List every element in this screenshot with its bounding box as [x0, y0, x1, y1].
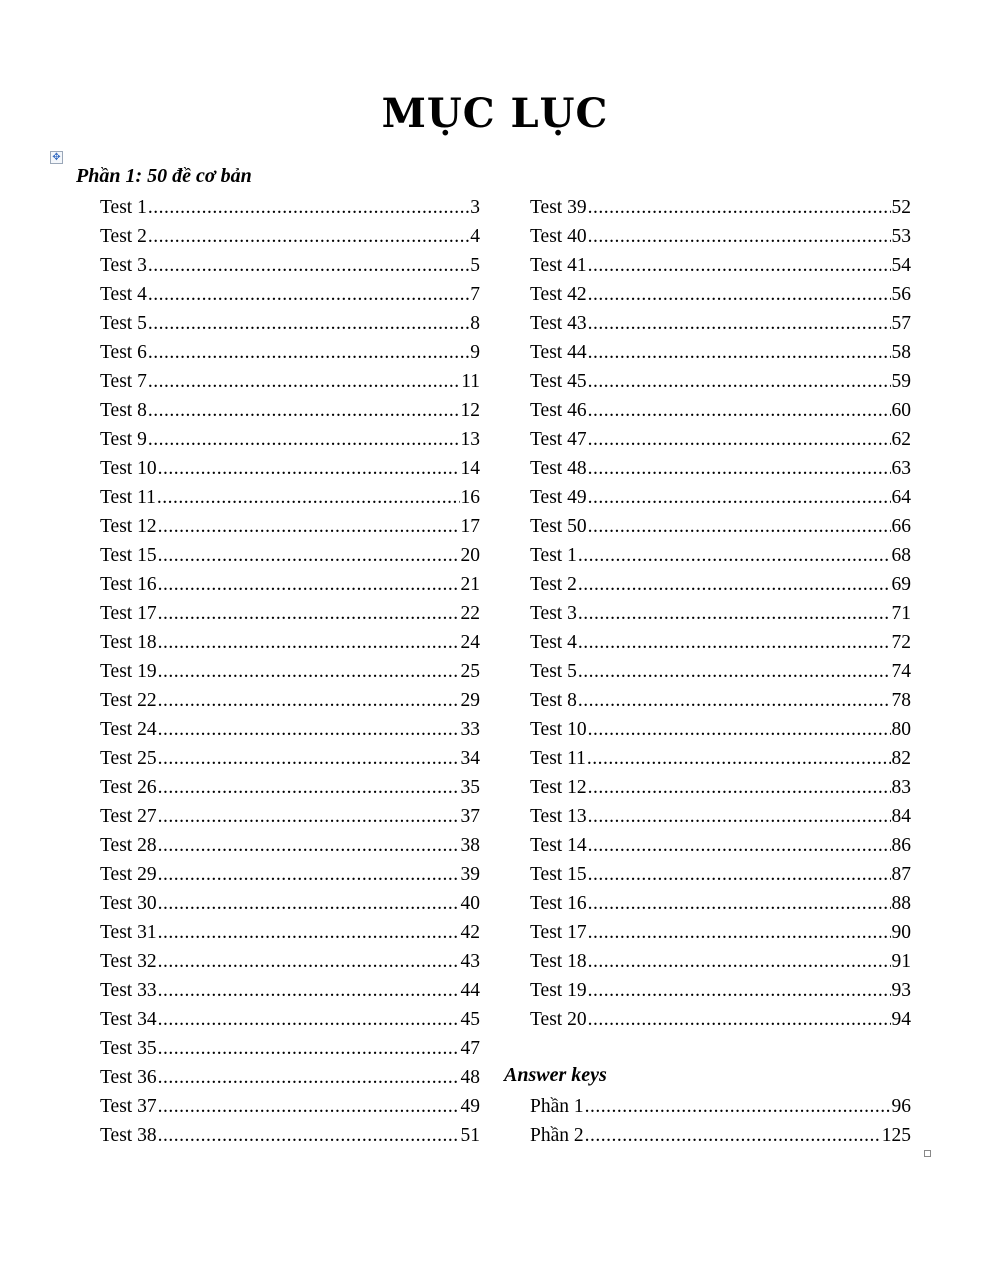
toc-entry-page: 53 — [891, 226, 911, 247]
toc-dot-leader — [158, 512, 460, 541]
part1-heading: Phần 1: 50 đề cơ bản — [76, 165, 252, 187]
toc-entry-page: 96 — [891, 1096, 911, 1117]
toc-entry-page: 69 — [891, 574, 911, 595]
toc-entry-label: Test 19 — [100, 661, 157, 682]
toc-entry-label: Test 45 — [530, 371, 587, 392]
toc-entry-page: 47 — [460, 1038, 480, 1059]
toc-dot-leader — [158, 570, 460, 599]
toc-entry[interactable] — [530, 918, 911, 947]
toc-dot-leader — [588, 454, 891, 483]
toc-entry-label: Test 16 — [100, 574, 157, 595]
toc-entry-page: 21 — [460, 574, 480, 595]
toc-entry[interactable] — [100, 860, 480, 889]
toc-entry[interactable] — [530, 1092, 911, 1121]
toc-entry[interactable] — [530, 338, 911, 367]
toc-entry[interactable] — [100, 657, 480, 686]
toc-entry[interactable] — [100, 396, 480, 425]
toc-dot-leader — [158, 1063, 460, 1092]
toc-dot-leader — [588, 715, 891, 744]
toc-entry-page: 68 — [891, 545, 911, 566]
toc-entry[interactable] — [530, 222, 911, 251]
toc-entry-page: 33 — [460, 719, 480, 740]
toc-dot-leader — [578, 686, 891, 715]
toc-dot-leader — [148, 425, 460, 454]
toc-dot-leader — [588, 889, 891, 918]
toc-entry-page: 88 — [891, 893, 911, 914]
toc-entry-label: Test 27 — [100, 806, 157, 827]
toc-dot-leader — [588, 773, 891, 802]
toc-entry-page: 54 — [891, 255, 911, 276]
toc-entry-label: Phần 2 — [530, 1125, 584, 1146]
toc-entry-page: 64 — [891, 487, 911, 508]
toc-entry-label: Test 31 — [100, 922, 157, 943]
toc-entry[interactable] — [100, 251, 480, 280]
toc-entry[interactable] — [100, 976, 480, 1005]
toc-entry-page: 29 — [460, 690, 480, 711]
toc-entry-label: Test 10 — [100, 458, 157, 479]
toc-entry-label: Test 11 — [530, 748, 586, 769]
toc-dot-leader — [148, 367, 460, 396]
toc-entry-page: 24 — [460, 632, 480, 653]
toc-entry[interactable] — [530, 541, 911, 570]
toc-dot-leader — [158, 1092, 460, 1121]
toc-entry-page: 38 — [460, 835, 480, 856]
toc-entry[interactable] — [100, 425, 480, 454]
toc-entry[interactable] — [100, 686, 480, 715]
toc-dot-leader — [585, 1121, 881, 1150]
toc-dot-leader — [158, 889, 460, 918]
toc-entry[interactable] — [530, 715, 911, 744]
toc-entry-label: Test 15 — [530, 864, 587, 885]
toc-entry[interactable] — [100, 773, 480, 802]
toc-dot-leader — [588, 193, 891, 222]
toc-entry[interactable] — [530, 1005, 911, 1034]
toc-entry[interactable] — [100, 193, 480, 222]
toc-entry-label: Test 1 — [100, 197, 147, 218]
toc-dot-leader — [148, 338, 469, 367]
toc-entry-page: 93 — [891, 980, 911, 1001]
toc-entry-label: Test 32 — [100, 951, 157, 972]
toc-entry[interactable] — [530, 773, 911, 802]
toc-dot-leader — [148, 396, 460, 425]
toc-entry-label: Test 2 — [530, 574, 577, 595]
toc-entry-label: Test 17 — [530, 922, 587, 943]
toc-entry-label: Test 38 — [100, 1125, 157, 1146]
toc-entry-label: Test 2 — [100, 226, 147, 247]
toc-entry[interactable] — [100, 599, 480, 628]
table-end-marker — [924, 1150, 931, 1157]
toc-dot-leader — [588, 338, 891, 367]
toc-dot-leader — [588, 976, 891, 1005]
toc-entry-page: 14 — [460, 458, 480, 479]
toc-entry[interactable] — [100, 1063, 480, 1092]
toc-entry-page: 57 — [891, 313, 911, 334]
toc-entry-page: 66 — [891, 516, 911, 537]
toc-entry-label: Test 48 — [530, 458, 587, 479]
toc-dot-leader — [578, 628, 891, 657]
toc-entry-label: Test 40 — [530, 226, 587, 247]
toc-entry-page: 59 — [891, 371, 911, 392]
toc-left-column — [100, 193, 480, 1153]
toc-entry-page: 43 — [460, 951, 480, 972]
toc-entry-label: Test 22 — [100, 690, 157, 711]
toc-dot-leader — [588, 251, 891, 280]
toc-dot-leader — [148, 251, 469, 280]
toc-entry-page: 16 — [460, 487, 480, 508]
toc-dot-leader — [158, 773, 460, 802]
toc-dot-leader — [158, 715, 460, 744]
toc-entry[interactable] — [530, 251, 911, 280]
toc-dot-leader — [585, 1092, 891, 1121]
toc-entry[interactable] — [100, 309, 480, 338]
toc-entry-page: 35 — [460, 777, 480, 798]
toc-dot-leader — [158, 686, 460, 715]
toc-entry-page: 11 — [461, 371, 480, 392]
toc-entry-page: 48 — [460, 1067, 480, 1088]
toc-entry[interactable] — [100, 1034, 480, 1063]
toc-entry[interactable] — [100, 541, 480, 570]
toc-dot-leader — [587, 744, 891, 773]
toc-entry-label: Test 35 — [100, 1038, 157, 1059]
toc-entry-page: 12 — [460, 400, 480, 421]
toc-entry[interactable] — [100, 1092, 480, 1121]
toc-entry-label: Test 8 — [100, 400, 147, 421]
toc-entry-page: 3 — [470, 197, 480, 218]
toc-entry[interactable] — [530, 976, 911, 1005]
toc-entry-page: 7 — [470, 284, 480, 305]
toc-dot-leader — [588, 512, 891, 541]
toc-entry-label: Test 14 — [530, 835, 587, 856]
toc-entry[interactable] — [100, 483, 480, 512]
toc-entry-label: Test 9 — [100, 429, 147, 450]
toc-dot-leader — [158, 947, 460, 976]
toc-entry-label: Test 28 — [100, 835, 157, 856]
toc-entry-label: Test 6 — [100, 342, 147, 363]
toc-entry[interactable] — [530, 802, 911, 831]
toc-entry[interactable] — [530, 1121, 911, 1150]
toc-entry-label: Test 49 — [530, 487, 587, 508]
toc-dot-leader — [157, 483, 460, 512]
toc-entry-page: 82 — [891, 748, 911, 769]
toc-entry-page: 86 — [891, 835, 911, 856]
toc-dot-leader — [158, 541, 460, 570]
toc-entry-page: 25 — [460, 661, 480, 682]
toc-entry[interactable] — [100, 715, 480, 744]
toc-dot-leader — [578, 599, 891, 628]
toc-entry[interactable] — [530, 512, 911, 541]
toc-entry-page: 4 — [470, 226, 480, 247]
toc-entry[interactable] — [100, 831, 480, 860]
toc-entry-page: 125 — [881, 1125, 911, 1146]
toc-entry-page: 83 — [891, 777, 911, 798]
toc-dot-leader — [588, 367, 891, 396]
toc-dot-leader — [158, 657, 460, 686]
toc-dot-leader — [578, 570, 891, 599]
toc-entry-page: 87 — [891, 864, 911, 885]
toc-entry[interactable] — [100, 1121, 480, 1150]
toc-entry-page: 91 — [891, 951, 911, 972]
toc-entry-page: 9 — [470, 342, 480, 363]
toc-entry-label: Phần 1 — [530, 1096, 584, 1117]
toc-entry-label: Test 19 — [530, 980, 587, 1001]
toc-entry-label: Test 10 — [530, 719, 587, 740]
toc-dot-leader — [588, 483, 891, 512]
toc-entry[interactable] — [530, 889, 911, 918]
page-title: MỤC LỤC — [381, 90, 609, 137]
toc-dot-leader — [588, 222, 891, 251]
toc-entry[interactable] — [100, 802, 480, 831]
toc-dot-leader — [588, 1005, 891, 1034]
toc-entry[interactable] — [100, 628, 480, 657]
toc-entry-label: Test 7 — [100, 371, 147, 392]
toc-entry-label: Test 17 — [100, 603, 157, 624]
toc-dot-leader — [158, 454, 460, 483]
toc-dot-leader — [158, 1034, 460, 1063]
toc-dot-leader — [588, 831, 891, 860]
toc-entry-label: Test 16 — [530, 893, 587, 914]
toc-dot-leader — [588, 309, 891, 338]
toc-entry[interactable] — [100, 367, 480, 396]
toc-entry-label: Test 18 — [530, 951, 587, 972]
toc-entry-label: Test 47 — [530, 429, 587, 450]
toc-entry-label: Test 12 — [100, 516, 157, 537]
toc-dot-leader — [588, 396, 891, 425]
toc-entry[interactable] — [530, 744, 911, 773]
toc-entry[interactable] — [530, 454, 911, 483]
toc-entry[interactable] — [100, 947, 480, 976]
toc-entry-label: Test 46 — [530, 400, 587, 421]
toc-entry-page: 49 — [460, 1096, 480, 1117]
toc-entry-label: Test 3 — [100, 255, 147, 276]
toc-entry-label: Test 44 — [530, 342, 587, 363]
toc-entry-page: 17 — [460, 516, 480, 537]
toc-entry-page: 62 — [891, 429, 911, 450]
toc-entry-label: Test 20 — [530, 1009, 587, 1030]
toc-dot-leader — [158, 1121, 460, 1150]
toc-entry-page: 63 — [891, 458, 911, 479]
toc-entry-page: 94 — [891, 1009, 911, 1030]
toc-entry-label: Test 33 — [100, 980, 157, 1001]
toc-entry-page: 20 — [460, 545, 480, 566]
toc-entry-label: Test 41 — [530, 255, 587, 276]
toc-dot-leader — [158, 976, 460, 1005]
toc-entry-page: 40 — [460, 893, 480, 914]
toc-right-column — [530, 193, 911, 1043]
toc-entry-label: Test 50 — [530, 516, 587, 537]
toc-entry[interactable] — [530, 367, 911, 396]
toc-dot-leader — [158, 918, 460, 947]
toc-entry[interactable] — [100, 512, 480, 541]
toc-entry[interactable] — [100, 1005, 480, 1034]
toc-entry-label: Test 1 — [530, 545, 577, 566]
toc-entry-label: Test 3 — [530, 603, 577, 624]
toc-dot-leader — [158, 802, 460, 831]
toc-entry-label: Test 42 — [530, 284, 587, 305]
toc-entry[interactable] — [530, 831, 911, 860]
toc-dot-leader — [588, 425, 891, 454]
toc-entry[interactable] — [100, 280, 480, 309]
toc-dot-leader — [158, 744, 460, 773]
toc-entry-label: Test 12 — [530, 777, 587, 798]
toc-entry[interactable] — [100, 889, 480, 918]
toc-entry-page: 80 — [891, 719, 911, 740]
toc-dot-leader — [588, 860, 891, 889]
toc-entry[interactable] — [100, 454, 480, 483]
toc-entry-page: 5 — [470, 255, 480, 276]
toc-dot-leader — [158, 628, 460, 657]
toc-entry-page: 8 — [470, 313, 480, 334]
toc-entry-label: Test 15 — [100, 545, 157, 566]
toc-entry-label: Test 39 — [530, 197, 587, 218]
toc-dot-leader — [158, 599, 460, 628]
toc-entry-page: 22 — [460, 603, 480, 624]
toc-entry-page: 58 — [891, 342, 911, 363]
toc-entry-page: 52 — [891, 197, 911, 218]
toc-entry[interactable] — [100, 338, 480, 367]
toc-entry[interactable] — [100, 918, 480, 947]
toc-entry-page: 42 — [460, 922, 480, 943]
toc-entry-label: Test 29 — [100, 864, 157, 885]
toc-entry-page: 37 — [460, 806, 480, 827]
toc-entry-page: 56 — [891, 284, 911, 305]
toc-entry-label: Test 8 — [530, 690, 577, 711]
toc-entry[interactable] — [530, 860, 911, 889]
toc-entry-label: Test 25 — [100, 748, 157, 769]
toc-entry-page: 90 — [891, 922, 911, 943]
toc-entry-page: 72 — [891, 632, 911, 653]
toc-entry-label: Test 37 — [100, 1096, 157, 1117]
toc-entry-page: 34 — [460, 748, 480, 769]
toc-entry[interactable] — [530, 947, 911, 976]
toc-entry-page: 45 — [460, 1009, 480, 1030]
toc-dot-leader — [148, 309, 469, 338]
toc-dot-leader — [158, 1005, 460, 1034]
toc-entry[interactable] — [100, 744, 480, 773]
toc-entry-label: Test 30 — [100, 893, 157, 914]
toc-entry-page: 71 — [891, 603, 911, 624]
toc-entry-page: 78 — [891, 690, 911, 711]
toc-entry-label: Test 5 — [100, 313, 147, 334]
toc-entry-label: Test 4 — [530, 632, 577, 653]
toc-entry-page: 60 — [891, 400, 911, 421]
toc-dot-leader — [578, 657, 891, 686]
toc-entry[interactable] — [530, 280, 911, 309]
toc-dot-leader — [158, 831, 460, 860]
toc-entry[interactable] — [530, 686, 911, 715]
toc-entry-page: 84 — [891, 806, 911, 827]
toc-entry[interactable] — [530, 570, 911, 599]
toc-entry-page: 44 — [460, 980, 480, 1001]
toc-entry[interactable] — [530, 309, 911, 338]
table-move-handle-icon[interactable]: ✥ — [50, 151, 63, 164]
toc-entry[interactable] — [100, 570, 480, 599]
toc-entry-page: 39 — [460, 864, 480, 885]
toc-entry-label: Test 36 — [100, 1067, 157, 1088]
toc-entry-page: 13 — [460, 429, 480, 450]
toc-entry[interactable] — [530, 193, 911, 222]
toc-entry-label: Test 43 — [530, 313, 587, 334]
toc-dot-leader — [148, 222, 469, 251]
toc-entry-label: Test 24 — [100, 719, 157, 740]
toc-entry-label: Test 5 — [530, 661, 577, 682]
toc-entry-page: 74 — [891, 661, 911, 682]
toc-dot-leader — [148, 280, 469, 309]
toc-entry[interactable] — [530, 425, 911, 454]
toc-entry-label: Test 13 — [530, 806, 587, 827]
toc-entry-label: Test 18 — [100, 632, 157, 653]
answer-keys-list — [530, 1092, 911, 1152]
toc-dot-leader — [588, 802, 891, 831]
toc-entry-label: Test 4 — [100, 284, 147, 305]
toc-entry[interactable] — [530, 628, 911, 657]
toc-entry-page: 51 — [460, 1125, 480, 1146]
toc-entry[interactable] — [530, 657, 911, 686]
toc-entry-label: Test 34 — [100, 1009, 157, 1030]
toc-dot-leader — [588, 280, 891, 309]
toc-dot-leader — [578, 541, 891, 570]
toc-entry[interactable] — [100, 222, 480, 251]
toc-dot-leader — [148, 193, 469, 222]
toc-entry[interactable] — [530, 483, 911, 512]
toc-entry-label: Test 26 — [100, 777, 157, 798]
answer-keys-heading: Answer keys — [504, 1064, 607, 1086]
toc-dot-leader — [588, 947, 891, 976]
toc-entry-label: Test 11 — [100, 487, 156, 508]
toc-dot-leader — [588, 918, 891, 947]
toc-entry[interactable] — [530, 396, 911, 425]
toc-entry[interactable] — [530, 599, 911, 628]
toc-dot-leader — [158, 860, 460, 889]
